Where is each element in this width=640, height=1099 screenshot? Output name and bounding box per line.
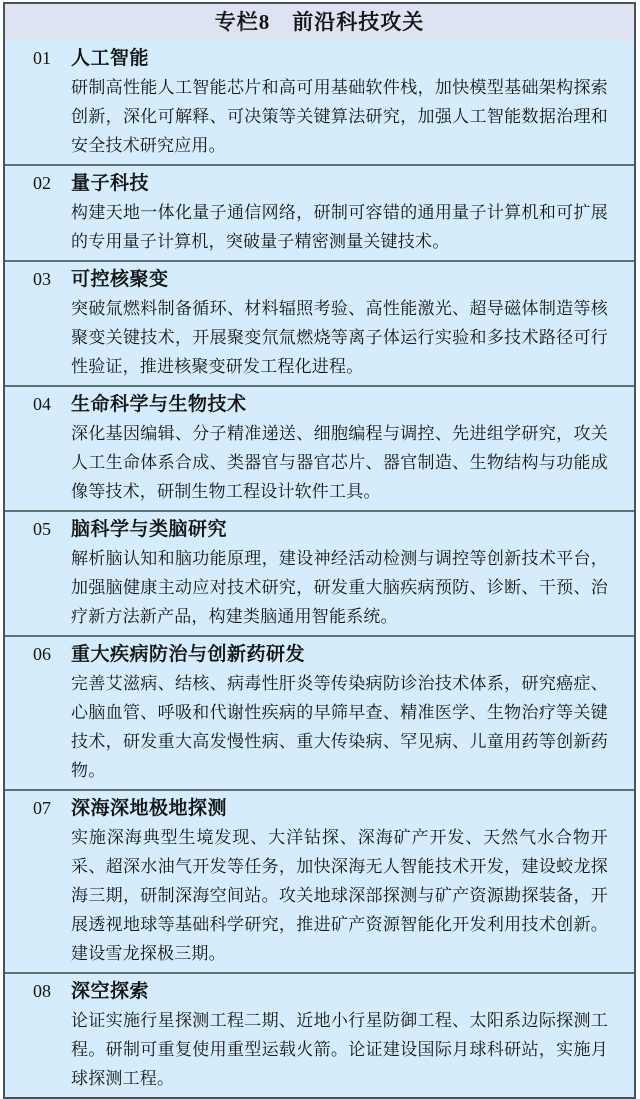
section-number: 02	[33, 173, 51, 193]
section-number: 06	[33, 644, 51, 664]
section-head	[33, 169, 608, 198]
section-row-02	[5, 164, 634, 260]
section-title: 深海深地极地探测	[71, 798, 228, 819]
section-number: 04	[33, 394, 51, 414]
section-number: 01	[33, 48, 51, 68]
section-title: 量子科技	[71, 173, 150, 194]
section-title: 人工智能	[71, 48, 150, 69]
section-head	[33, 515, 608, 544]
section-body: 突破氚燃料制备循环、材料辐照考验、高性能激光、超导磁体制造等核聚变关键技术，开展聚变氘氚燃烧等离子体运行实验和多技术路径可行性验证，推进核聚变研发工程化进程。	[71, 299, 608, 376]
section-row-08	[5, 972, 634, 1097]
section-head	[33, 390, 608, 419]
section-number: 03	[33, 269, 51, 289]
section-title: 深空探索	[71, 981, 150, 1002]
section-body: 完善艾滋病、结核、病毒性肝炎等传染病防诊治技术体系，研究癌症、心脑血管、呼吸和代谢性疾病的早筛早查、精准医学、生物治疗等关键技术，研发重大高发慢性病、重大传染病、罕见病、儿童用药等创新药物。	[71, 674, 608, 780]
section-row-06	[5, 635, 634, 789]
box-title: 专栏8 前沿科技攻关	[5, 4, 634, 41]
section-head	[33, 640, 608, 669]
section-body: 解析脑认知和脑功能原理，建设神经活动检测与调控等创新技术平台，加强脑健康主动应对技术研究，研发重大脑疾病预防、诊断、干预、治疗新方法新产品，构建类脑通用智能系统。	[71, 549, 608, 626]
section-title: 生命科学与生物技术	[71, 394, 247, 415]
section-body: 研制高性能人工智能芯片和高可用基础软件栈，加快模型基础架构探索创新，深化可解释、可决策等关键算法研究，加强人工智能数据治理和安全技术研究应用。	[71, 78, 608, 155]
section-title: 可控核聚变	[71, 269, 169, 290]
section-row-03	[5, 260, 634, 385]
section-body: 论证实施行星探测工程二期、近地小行星防御工程、太阳系边际探测工程。研制可重复使用重型运载火箭。论证建设国际月球科研站，实施月球探测工程。	[71, 1011, 608, 1088]
section-body: 深化基因编辑、分子精准递送、细胞编程与调控、先进组学研究，攻关人工生命体系合成、类器官与器官芯片、器官制造、生物结构与功能成像等技术，研制生物工程设计软件工具。	[71, 424, 608, 501]
section-number: 07	[33, 798, 51, 818]
section-head	[33, 44, 608, 73]
section-number: 08	[33, 981, 51, 1001]
section-row-05	[5, 510, 634, 635]
section-body: 实施深海典型生境发现、大洋钻探、深海矿产开发、天然气水合物开采、超深水油气开发等任务，加快深海无人智能技术开发，建设蛟龙探海三期，研制深海空间站。攻关地球深部探测与矿产资源勘探装备，开展透视地球等基础科学研究，推进矿产资源智能化开发利用技术创新。建设雪龙探极三期。	[71, 828, 608, 963]
section-row-04	[5, 385, 634, 510]
section-head	[33, 977, 608, 1006]
section-head	[33, 794, 608, 823]
section-number: 05	[33, 519, 51, 539]
section-body: 构建天地一体化量子通信网络，研制可容错的通用量子计算机和可扩展的专用量子计算机，突破量子精密测量关键技术。	[71, 203, 608, 251]
section-title: 脑科学与类脑研究	[71, 519, 228, 540]
feature-box	[3, 2, 636, 1099]
section-list	[5, 41, 634, 1097]
section-head	[33, 265, 608, 294]
section-row-07	[5, 789, 634, 972]
section-row-01	[5, 41, 634, 164]
section-title: 重大疾病防治与创新药研发	[71, 644, 306, 665]
